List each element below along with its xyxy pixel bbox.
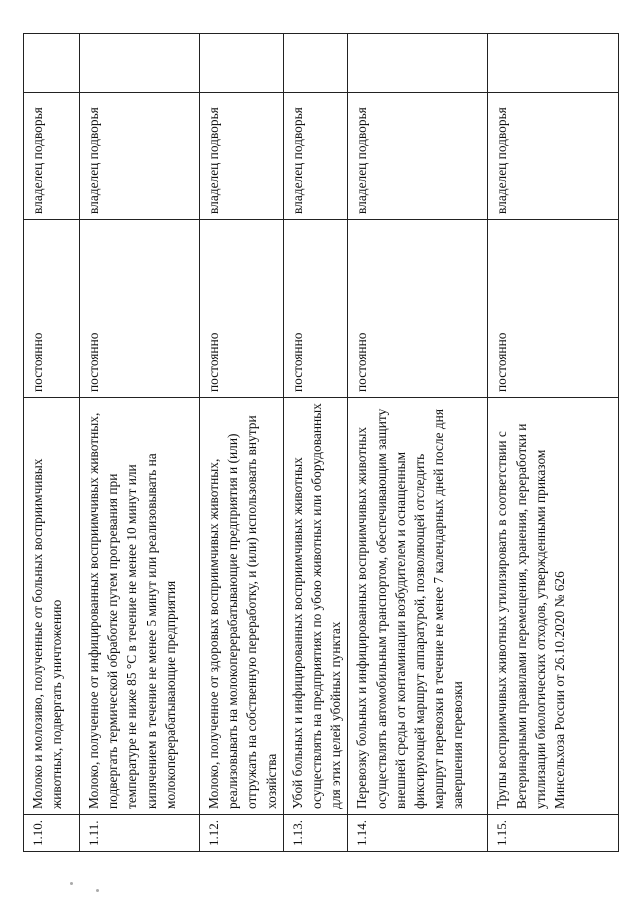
scan-speck bbox=[96, 889, 99, 892]
table-row bbox=[348, 34, 488, 852]
measure-term: постоянно bbox=[488, 220, 619, 398]
row-number: 1.14. bbox=[348, 815, 488, 852]
row-number: 1.11. bbox=[80, 815, 200, 852]
measure-note bbox=[488, 34, 619, 93]
table-row bbox=[488, 34, 619, 852]
measure-term: постоянно bbox=[200, 220, 284, 398]
row-number: 1.12. bbox=[200, 815, 284, 852]
measure-note bbox=[80, 34, 200, 93]
row-number: 1.15. bbox=[488, 815, 619, 852]
scan-speck bbox=[70, 882, 73, 885]
measure-description: Убой больных и инфицированных восприимчивых животных осуществлять на предприятиях по убою животных или оборудованных для этих целей убойных пунктах bbox=[283, 398, 348, 815]
measure-term: постоянно bbox=[80, 220, 200, 398]
measures-table bbox=[23, 33, 619, 852]
measure-responsible: владелец подворья bbox=[200, 93, 284, 220]
table-row bbox=[283, 34, 348, 852]
measure-note bbox=[24, 34, 80, 93]
measure-description: Трупы восприимчивых животных утилизировать в соответствии с Ветеринарными правилами перемещения, хранения, переработки и утилизации биологических отходов, утвержденными приказом Минсельхоза России от 26.10.2020 № 626 bbox=[488, 398, 619, 815]
measure-responsible: владелец подворья bbox=[488, 93, 619, 220]
measure-description: Молоко, полученное от здоровых восприимчивых животных, реализовывать на молокоперерабатывающие предприятия и (или) отгружать на собственную переработку, и (или) использовать внутри хозяйства bbox=[200, 398, 284, 815]
measure-description: Молоко и молозиво, полученные от больных восприимчивых животных, подвергать уничтожению bbox=[24, 398, 80, 815]
table-row bbox=[80, 34, 200, 852]
row-number: 1.13. bbox=[283, 815, 348, 852]
row-number: 1.10. bbox=[24, 815, 80, 852]
table-row bbox=[200, 34, 284, 852]
measure-note bbox=[200, 34, 284, 93]
measure-responsible: владелец подворья bbox=[24, 93, 80, 220]
measure-note bbox=[348, 34, 488, 93]
measure-description: Перевозку больных и инфицированных восприимчивых животных осуществлять автомобильным транспортом, обеспечивающим защиту внешней среды от контаминации возбудителем и оснащенным фиксирующей маршрут аппаратурой, позволяющей отследить маршрут перевозки в течение не менее 7 календарных дней после дня завершения перевозки bbox=[348, 398, 488, 815]
rotated-table-container bbox=[23, 34, 617, 852]
measure-responsible: владелец подворья bbox=[348, 93, 488, 220]
measure-responsible: владелец подворья bbox=[283, 93, 348, 220]
measure-responsible: владелец подворья bbox=[80, 93, 200, 220]
measure-term: постоянно bbox=[283, 220, 348, 398]
measure-term: постоянно bbox=[24, 220, 80, 398]
measure-note bbox=[283, 34, 348, 93]
measure-description: Молоко, полученное от инфицированных восприимчивых животных, подвергать термической обработке путем прогревания при температуре не ниже 85 °С в течение не менее 10 минут или кипячением в течение не менее 5 минут или реализовывать на молокоперерабатывающие предприятия bbox=[80, 398, 200, 815]
table-row bbox=[24, 34, 80, 852]
measure-term: постоянно bbox=[348, 220, 488, 398]
